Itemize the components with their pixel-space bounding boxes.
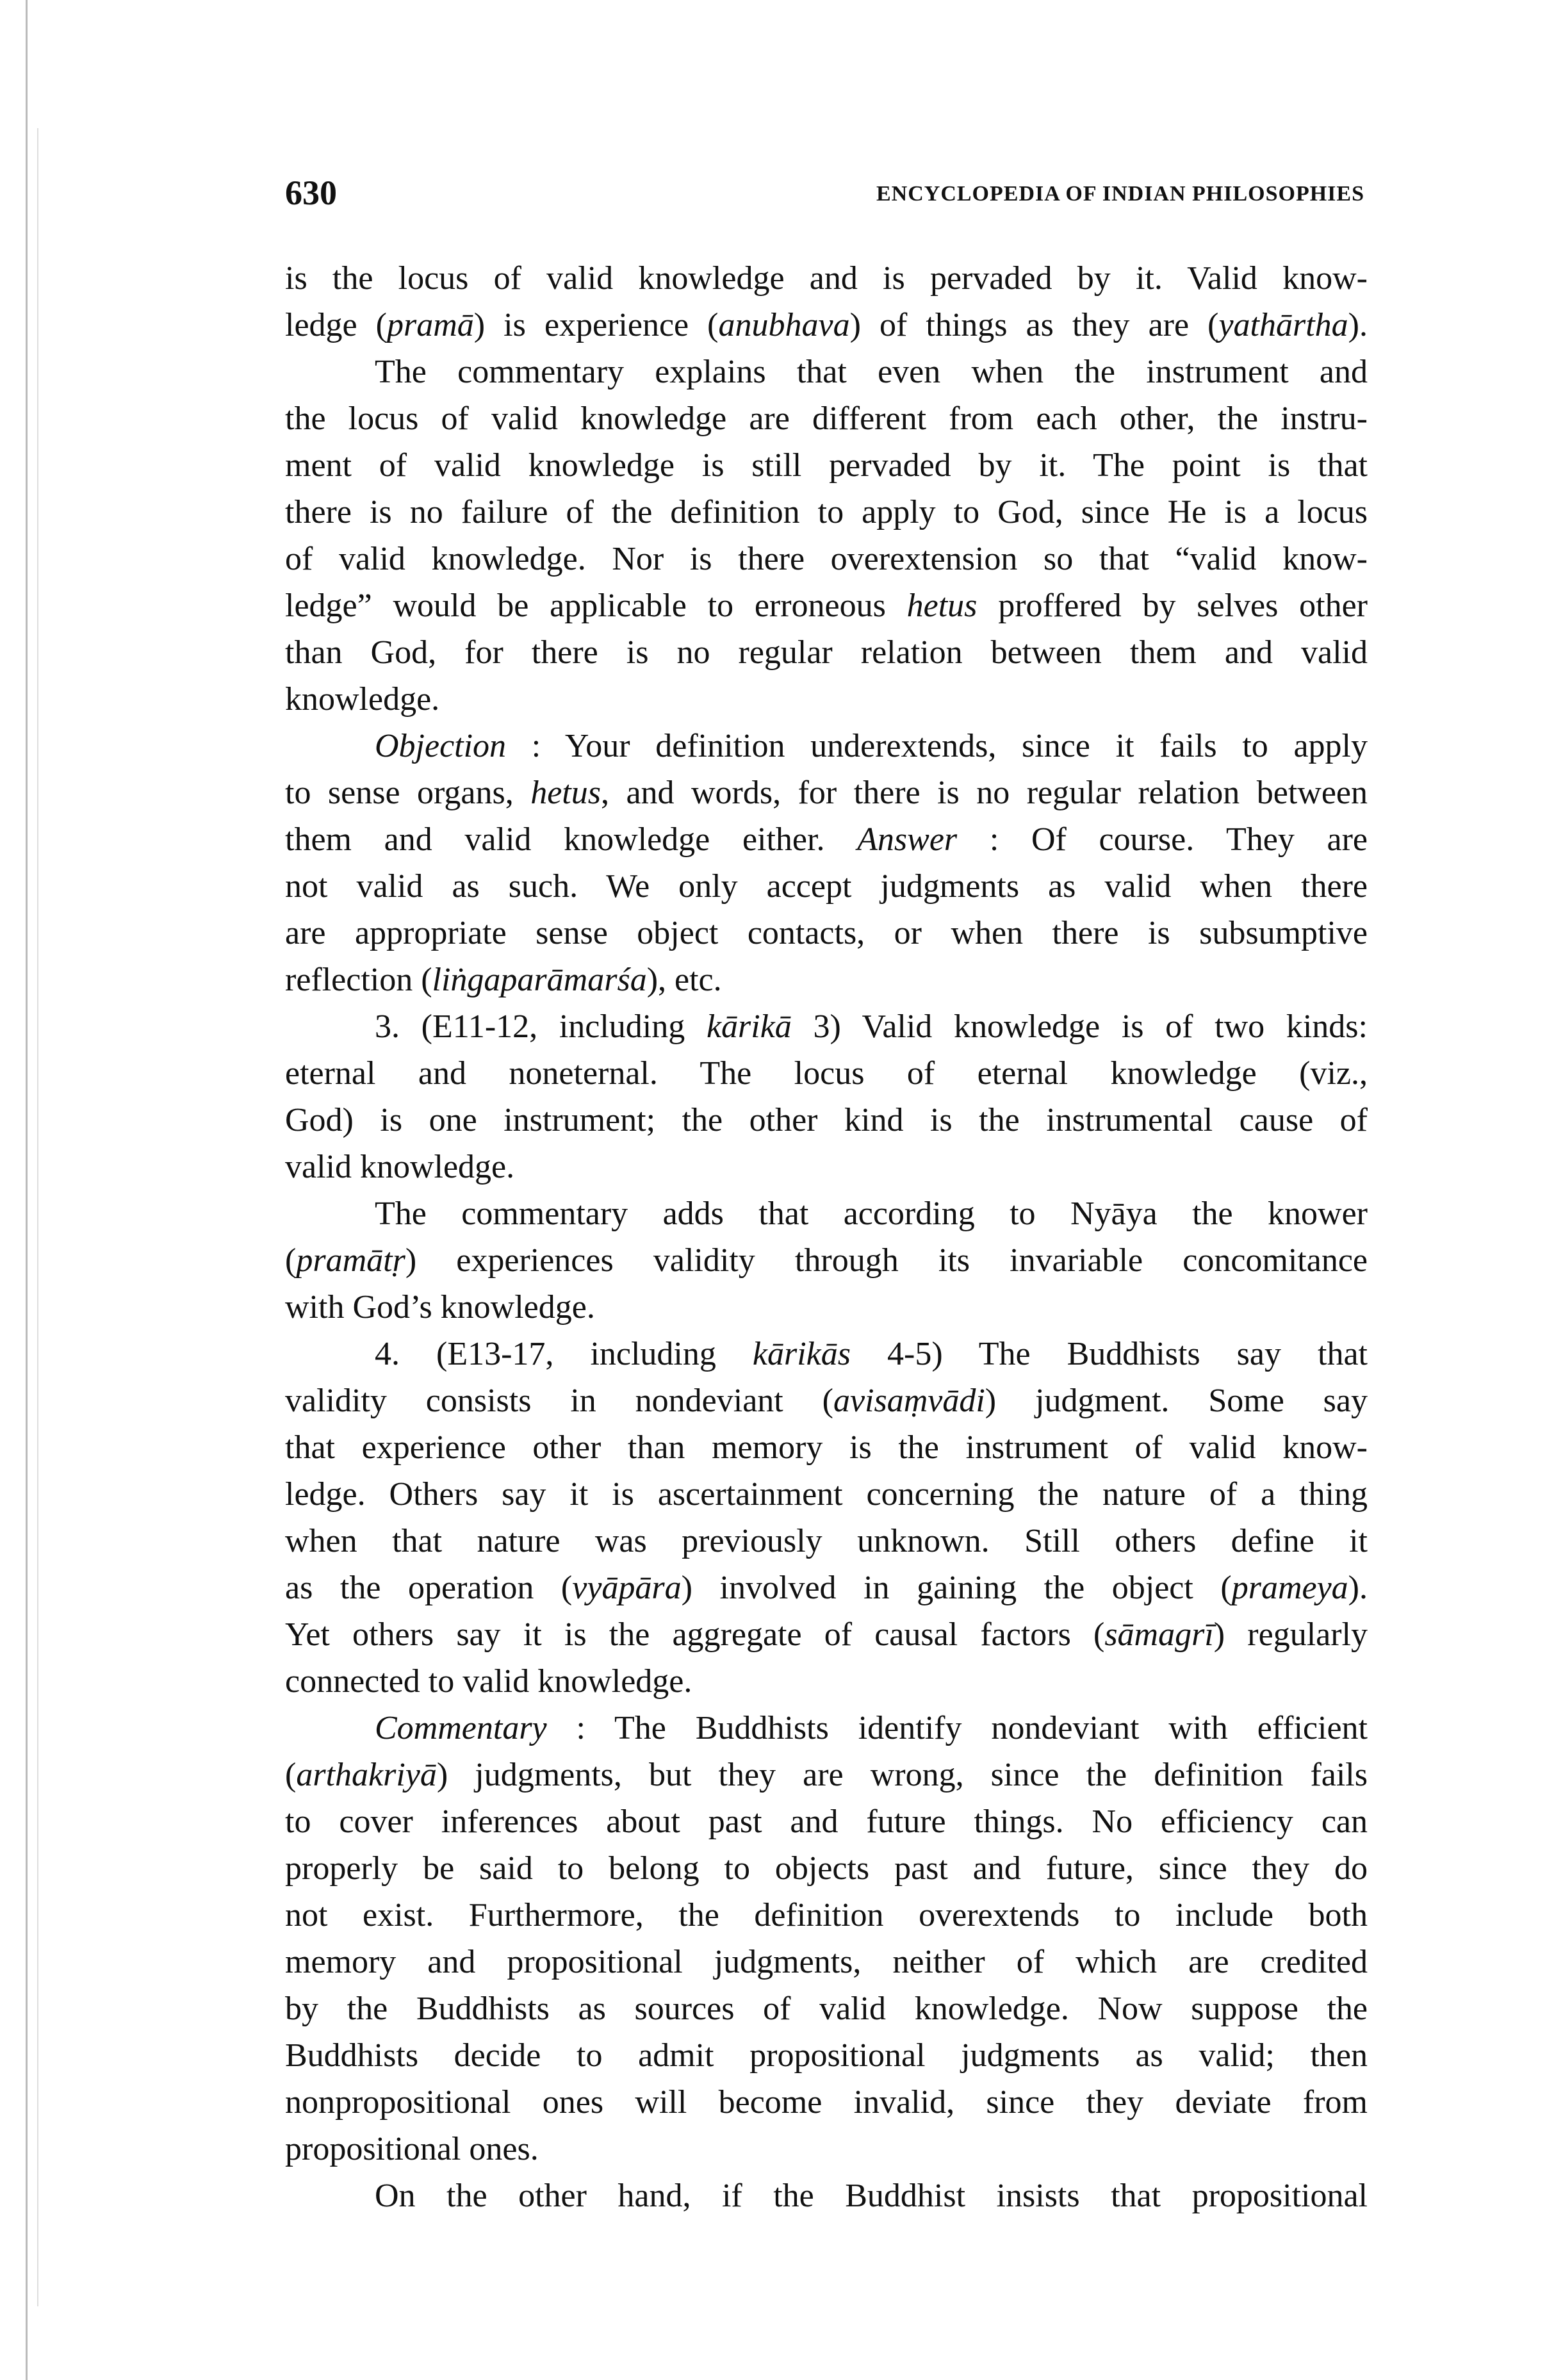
text-run: when that nature was previously unknown. Still others define it — [285, 1523, 1368, 1559]
text-run: 3. (E11-12, including — [375, 1008, 707, 1045]
text-line — [285, 1237, 1368, 1284]
text-run: validity consists in nondeviant ( — [285, 1383, 833, 1419]
text-line — [285, 442, 1368, 489]
text-line — [285, 1892, 1368, 1939]
text-line — [285, 676, 1368, 723]
italic-term: Objection — [375, 728, 507, 764]
running-title: ENCYCLOPEDIA OF INDIAN PHILOSOPHIES — [876, 182, 1364, 206]
text-run: ) involved in gaining the object ( — [681, 1570, 1232, 1606]
text-line — [285, 1190, 1368, 1237]
italic-term: liṅgaparāmarśa — [432, 962, 647, 998]
text-line — [285, 1705, 1368, 1752]
text-run: them and valid knowledge either. — [285, 821, 858, 858]
text-run: , and words, for there is no regular relation between — [600, 775, 1368, 811]
text-line — [285, 2079, 1368, 2126]
text-run: nonpropositional ones will become invalid, since they deviate from — [285, 2084, 1368, 2121]
text-run: that experience other than memory is the instrument of valid know- — [285, 1429, 1368, 1466]
text-line — [285, 1050, 1368, 1097]
italic-term: kārikā — [706, 1008, 792, 1045]
text-run: : Your definition underextends, since it fails to apply — [506, 728, 1368, 764]
text-run: than God, for there is no regular relation between them and valid — [285, 634, 1368, 671]
text-run: ) of things as they are ( — [849, 307, 1219, 343]
text-run: as the operation ( — [285, 1570, 573, 1606]
text-line — [285, 582, 1368, 629]
text-run: ( — [285, 1757, 297, 1793]
text-line — [285, 1939, 1368, 1985]
text-line — [285, 2032, 1368, 2079]
italic-term: Commentary — [375, 1710, 547, 1746]
text-line — [285, 863, 1368, 910]
text-run: Yet others say it is the aggregate of causal factors ( — [285, 1616, 1105, 1653]
text-line — [285, 629, 1368, 676]
text-run: 4-5) The Buddhists say that — [850, 1336, 1368, 1372]
text-line — [285, 349, 1368, 395]
text-line — [285, 302, 1368, 349]
italic-term: kārikās — [752, 1336, 851, 1372]
text-run: properly be said to belong to objects past and future, since they do — [285, 1850, 1368, 1887]
text-line — [285, 1564, 1368, 1611]
text-run: eternal and noneternal. The locus of eternal knowledge (viz., — [285, 1055, 1368, 1092]
text-line — [285, 723, 1368, 769]
italic-term: pramā — [387, 307, 474, 343]
text-run: 3) Valid knowledge is of two kinds: — [791, 1008, 1368, 1045]
text-run: 4. (E13-17, including — [375, 1336, 753, 1372]
text-line — [285, 1611, 1368, 1658]
text-line — [285, 1331, 1368, 1377]
text-run: connected to valid knowledge. — [285, 1663, 692, 1700]
text-run: God) is one instrument; the other kind is the instrumental cause of — [285, 1102, 1368, 1138]
text-line — [285, 1518, 1368, 1564]
text-run: : Of course. They are — [957, 821, 1368, 858]
text-run: ( — [285, 1242, 297, 1279]
text-run: reflection ( — [285, 962, 432, 998]
text-run: with God’s knowledge. — [285, 1289, 595, 1325]
text-run: ) regularly — [1213, 1616, 1368, 1653]
text-run: memory and propositional judgments, neither of which are credited — [285, 1944, 1368, 1980]
text-run: Buddhists decide to admit propositional judgments as valid; then — [285, 2037, 1368, 2074]
text-line — [285, 255, 1368, 302]
text-run: On the other hand, if the Buddhist insists that propositional — [375, 2178, 1368, 2214]
text-run: of valid knowledge. Nor is there overextension so that “valid know- — [285, 541, 1368, 577]
text-line — [285, 1424, 1368, 1471]
text-line — [285, 910, 1368, 956]
italic-term: sāmagrī — [1104, 1616, 1214, 1653]
text-run: ) judgment. Some say — [985, 1383, 1368, 1419]
text-line — [285, 1003, 1368, 1050]
text-run: ). — [1348, 307, 1368, 343]
text-run: : The Buddhists identify nondeviant with efficient — [546, 1710, 1368, 1746]
text-run: The commentary adds that according to Nyāya the knower — [375, 1195, 1368, 1232]
page-number: 630 — [285, 174, 337, 212]
text-line — [285, 1798, 1368, 1845]
text-line — [285, 1845, 1368, 1892]
text-line — [285, 1144, 1368, 1190]
text-run: ledge. Others say it is ascertainment concerning the nature of a thing — [285, 1476, 1368, 1513]
italic-term: pramātṛ — [296, 1242, 405, 1279]
text-run: to sense organs, — [285, 775, 531, 811]
text-run: not valid as such. We only accept judgments as valid when there — [285, 868, 1368, 905]
text-run: ledge” would be applicable to erroneous — [285, 587, 907, 624]
text-run: are appropriate sense object contacts, or when there is subsumptive — [285, 915, 1368, 951]
text-line — [285, 1752, 1368, 1798]
text-line — [285, 395, 1368, 442]
italic-term: yathārtha — [1218, 307, 1348, 343]
text-line — [285, 2126, 1368, 2172]
text-line — [285, 1658, 1368, 1705]
text-run: ). — [1348, 1570, 1368, 1606]
text-run: ledge ( — [285, 307, 387, 343]
page-body-text — [285, 255, 1368, 2219]
text-run: is the locus of valid knowledge and is pervaded by it. Valid know- — [285, 260, 1368, 297]
text-run: ment of valid knowledge is still pervaded by it. The point is that — [285, 447, 1368, 484]
italic-term: anubhava — [718, 307, 850, 343]
page-header — [285, 173, 1364, 218]
text-run: valid knowledge. — [285, 1149, 515, 1185]
text-run: The commentary explains that even when the instrument and — [375, 354, 1368, 390]
text-run: knowledge. — [285, 681, 440, 718]
text-run: ), etc. — [646, 962, 722, 998]
text-line — [285, 1985, 1368, 2032]
italic-term: hetus — [530, 775, 601, 811]
italic-term: avisaṃvādi — [833, 1383, 985, 1419]
text-line — [285, 769, 1368, 816]
text-run: to cover inferences about past and future things. No efficiency can — [285, 1803, 1368, 1840]
text-run: the locus of valid knowledge are different from each other, the instru- — [285, 400, 1368, 437]
text-run: ) experiences validity through its invariable concomitance — [405, 1242, 1368, 1279]
text-line — [285, 956, 1368, 1003]
italic-term: arthakriyā — [296, 1757, 437, 1793]
text-run: proffered by selves other — [977, 587, 1368, 624]
text-line — [285, 1377, 1368, 1424]
text-line — [285, 489, 1368, 536]
text-line — [285, 2172, 1368, 2219]
text-run: by the Buddhists as sources of valid knowledge. Now suppose the — [285, 1990, 1368, 2027]
text-line — [285, 1471, 1368, 1518]
scan-binding-shadow — [37, 128, 38, 2306]
scan-binding-edge — [26, 0, 28, 2380]
text-line — [285, 536, 1368, 582]
italic-term: vyāpāra — [572, 1570, 682, 1606]
text-run: not exist. Furthermore, the definition overextends to include both — [285, 1897, 1368, 1933]
italic-term: hetus — [906, 587, 978, 624]
text-run: ) judgments, but they are wrong, since the definition fails — [436, 1757, 1368, 1793]
italic-term: prameya — [1231, 1570, 1348, 1606]
text-run: ) is experience ( — [473, 307, 719, 343]
text-run: propositional ones. — [285, 2131, 539, 2167]
italic-term: Answer — [857, 821, 958, 858]
text-line — [285, 816, 1368, 863]
text-line — [285, 1097, 1368, 1144]
text-run: there is no failure of the definition to apply to God, since He is a locus — [285, 494, 1368, 530]
text-line — [285, 1284, 1368, 1331]
